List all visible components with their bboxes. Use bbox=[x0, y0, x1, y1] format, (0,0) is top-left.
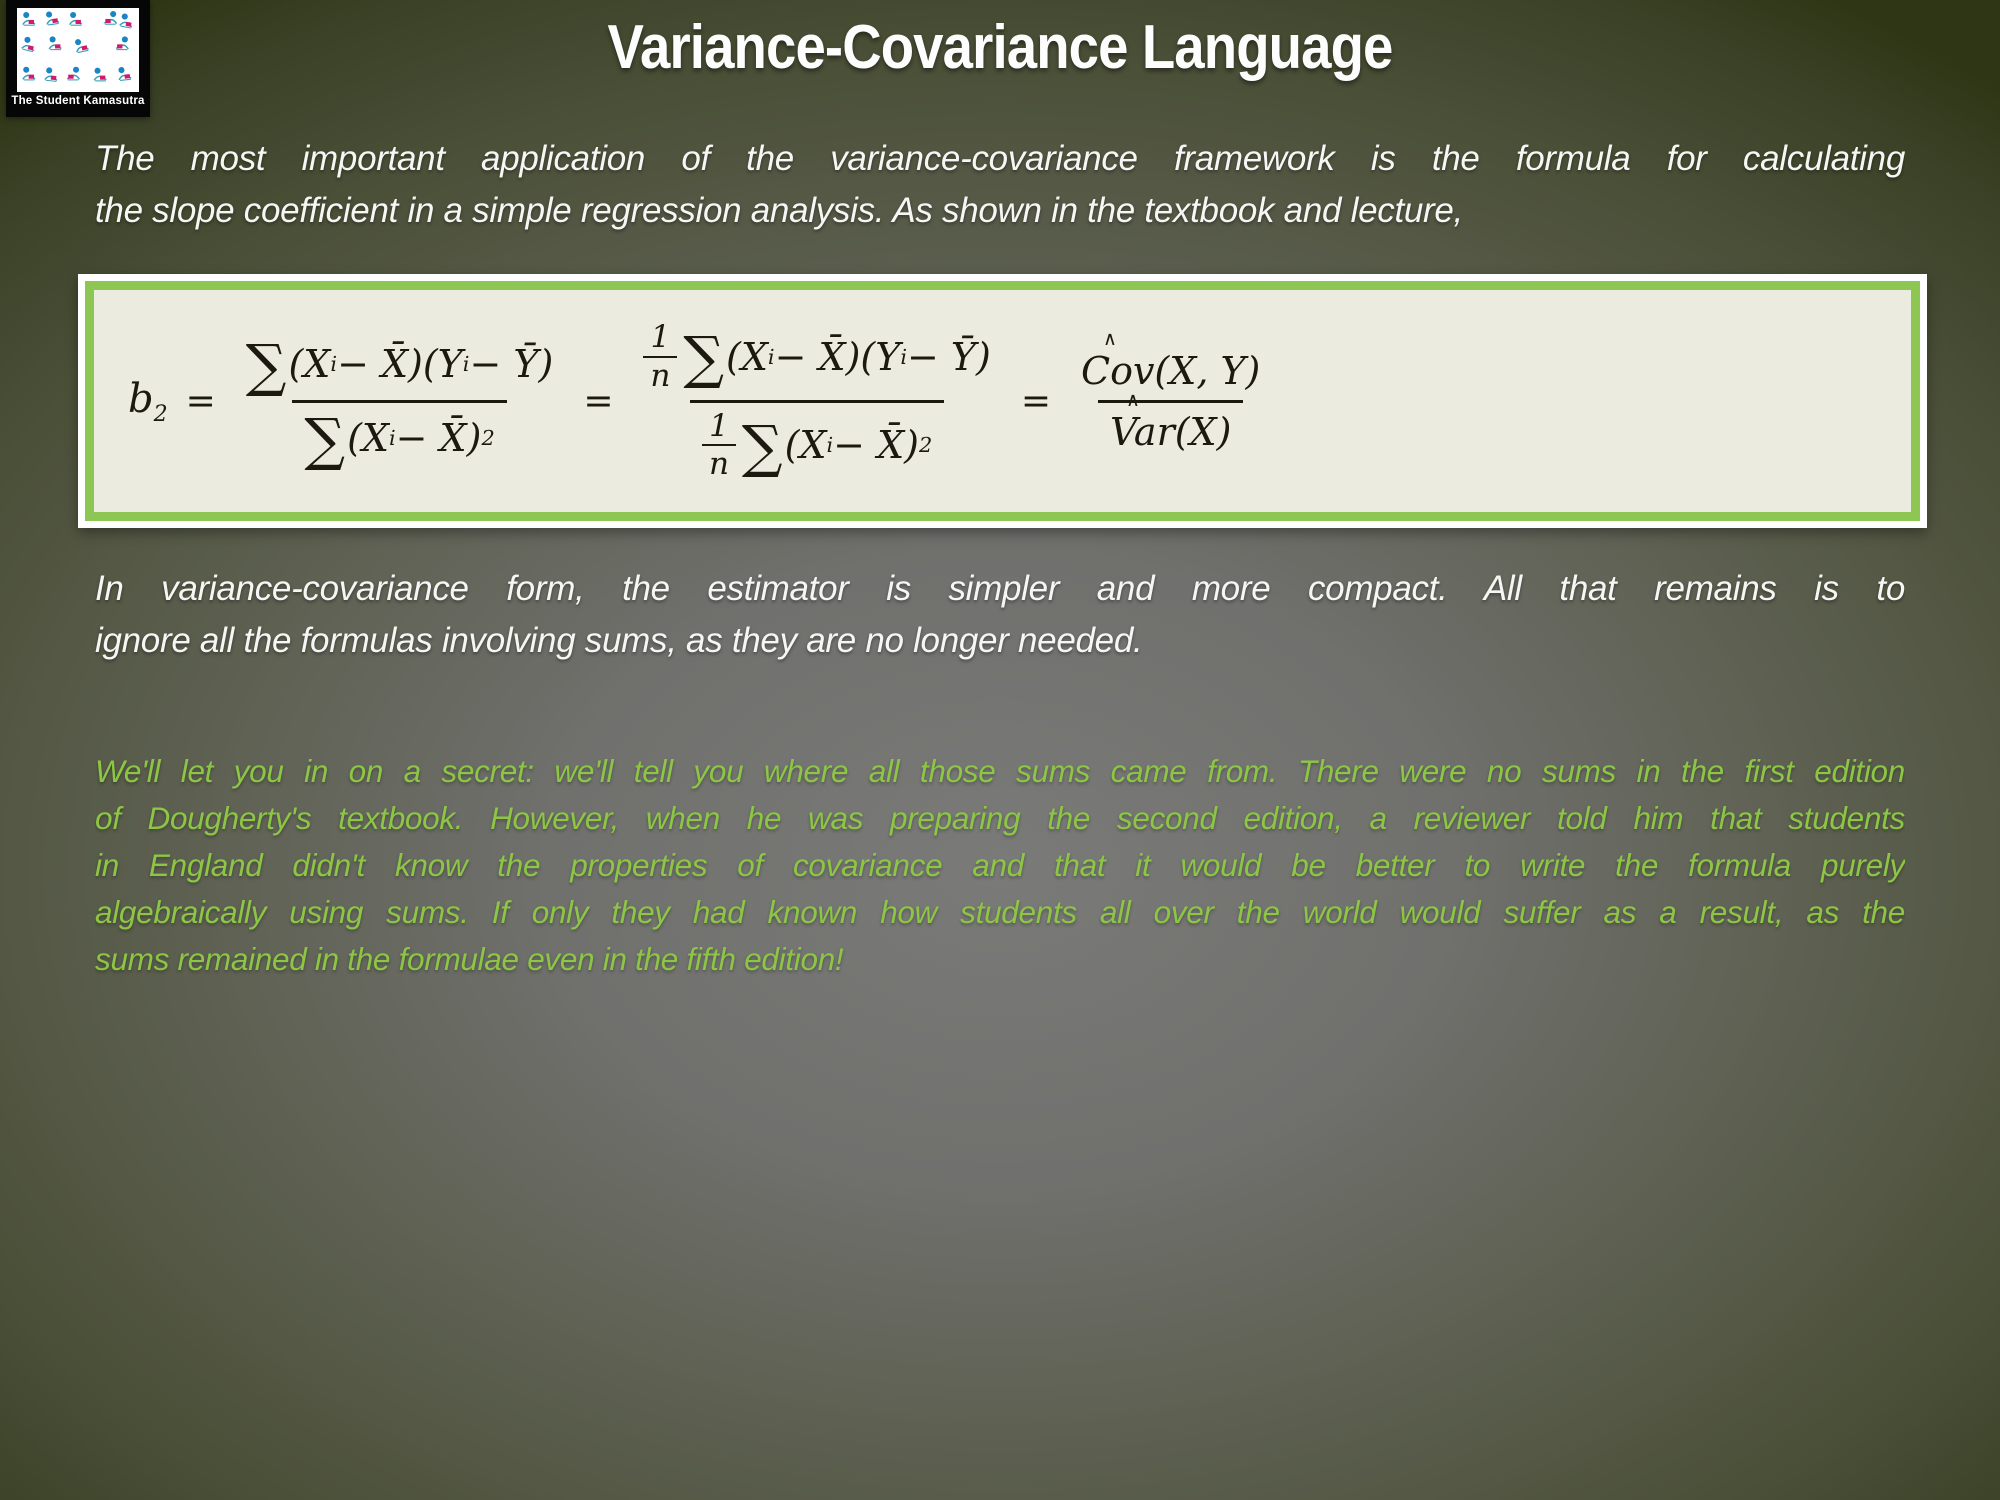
coefficient-b2: $b_2$ bbox=[128, 375, 168, 427]
text-line: in England didn't know the properties of covariance and that it would be better to write the formula purely bbox=[95, 847, 1905, 883]
body-paragraph bbox=[95, 563, 1905, 667]
hat-accent: ∧ bbox=[1103, 327, 1117, 350]
text-line: sums remained in the formulae even in the fifth edition! bbox=[95, 941, 844, 977]
formula-box-inner bbox=[85, 281, 1920, 521]
hat-accent: ∧ bbox=[1125, 388, 1140, 411]
secret-paragraph bbox=[95, 748, 1905, 983]
sums-fraction: ∑ (X i − X̄)(Y i − Ȳ) ∑ (X i − X̄) 2 bbox=[245, 332, 554, 473]
cov-var-fraction: ∧ Cov(X, Y) ∧ Var(X) bbox=[1081, 327, 1261, 454]
slide-title: Variance-Covariance Language bbox=[607, 13, 1393, 82]
text-line: We'll let you in on a secret: we'll tell you where all those sums came from. There were no sums in the first edition bbox=[95, 753, 1905, 789]
text-line: the slope coefficient in a simple regression analysis. As shown in the textbook and lecture, bbox=[95, 191, 1463, 230]
text-line: of Dougherty's textbook. However, when he was preparing the second edition, a reviewer told him that students bbox=[95, 800, 1905, 836]
equals-sign: = bbox=[185, 380, 216, 422]
equals-sign: = bbox=[583, 380, 614, 422]
text-line: In variance-covariance form, the estimator is simpler and more compact. All that remains is to bbox=[95, 569, 1905, 608]
text-line: algebraically using sums. If only they had known how students all over the world would suffer as a result, as the bbox=[95, 894, 1905, 930]
regression-slope-formula bbox=[128, 321, 1272, 481]
logo-caption: The Student Kamasutra bbox=[11, 95, 145, 107]
normalized-sums-fraction: 1 n ∑ (X i − X̄)(Y i − Ȳ) 1 n ∑ (X i − X̄) 2 bbox=[631, 321, 1002, 481]
text-line: ignore all the formulas involving sums, as they are no longer needed. bbox=[95, 621, 1143, 660]
equals-sign: = bbox=[1020, 380, 1052, 422]
formula-box bbox=[78, 274, 1927, 528]
text-line: The most important application of the variance-covariance framework is the formula for calculating bbox=[95, 139, 1905, 178]
intro-paragraph bbox=[95, 133, 1905, 237]
